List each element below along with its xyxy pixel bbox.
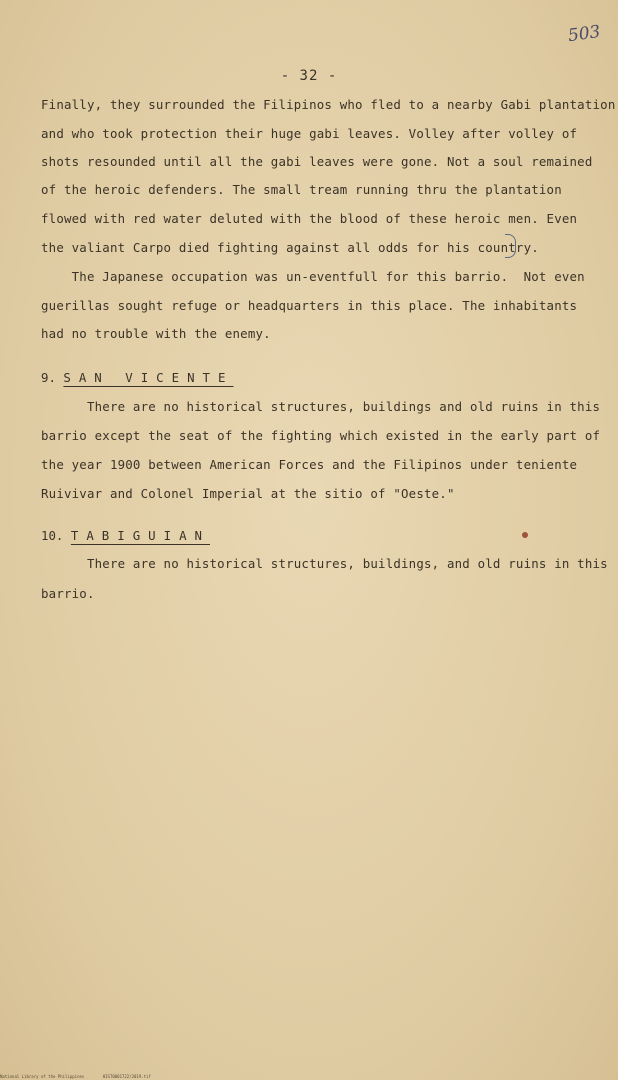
text-line: There are no historical structures, buildings, and old ruins in this [41, 556, 608, 571]
section-heading-san-vicente [41, 370, 233, 385]
footer-source: National Library of the Philippines [0, 1074, 85, 1079]
text-line: the year 1900 between American Forces and the Filipinos under teniente [41, 457, 578, 472]
text-line: and who took protection their huge gabi leaves. Volley after volley of [41, 126, 578, 141]
text-line: There are no historical structures, buildings and old ruins in this [41, 399, 601, 414]
text-line: The Japanese occupation was un-eventfull for this barrio. Not even [41, 269, 585, 284]
page-number: - 32 - [280, 68, 338, 84]
footer-file: HIST0001722/2019.tif [102, 1074, 151, 1079]
text-line: barrio. [41, 586, 95, 601]
text-line: of the heroic defenders. The small tream running thru the plantation [41, 182, 562, 197]
section-title: SAN VICENTE [63, 370, 234, 385]
section-heading-tabiguian [41, 528, 210, 543]
section-number: 10. [41, 528, 64, 543]
handwritten-page-number: 503 [566, 21, 602, 47]
text-line: Ruivivar and Colonel Imperial at the sitio of "Oeste." [41, 486, 455, 501]
section-title: TABIGUIAN [70, 528, 210, 543]
text-line: the valiant Carpo died fighting against all odds for his country. [41, 240, 539, 255]
text-line: flowed with red water deluted with the blood of these heroic men. Even [41, 211, 578, 226]
text-line: guerillas sought refuge or headquarters in this place. The inhabitants [41, 298, 578, 313]
ink-dot [522, 532, 528, 538]
text-line: barrio except the seat of the fighting which existed in the early part of [41, 428, 601, 443]
handwritten-bracket-mark [505, 234, 516, 258]
text-line: had no trouble with the enemy. [41, 326, 271, 341]
scan-footer [0, 1074, 167, 1079]
text-line: Finally, they surrounded the Filipinos who fled to a nearby Gabi plantation [41, 97, 616, 112]
text-line: shots resounded until all the gabi leaves were gone. Not a soul remained [41, 154, 593, 169]
section-number: 9. [41, 370, 56, 385]
